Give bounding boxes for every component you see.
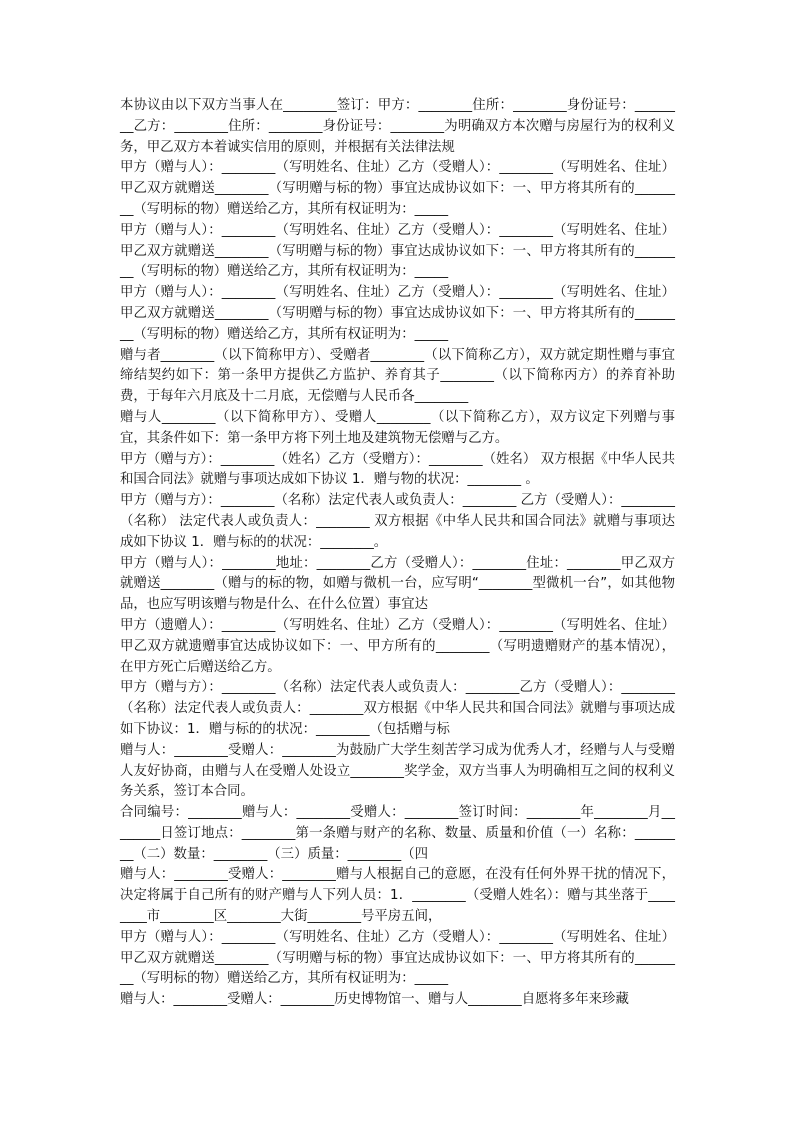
paragraph: 甲方（赠与方）：________（姓名）乙方（受赠方）：________（姓名） 双方根据《中华人民共和国合同法》就赠与事项达成如下协议 1．赠与物的状况：________ 。 bbox=[120, 451, 675, 488]
paragraph: 赠与人：________受赠人：________赠与人根据自己的意愿，在没有任何外界干扰的情况下，决定将属于自己所有的财产赠与人下列人员：1．________（受赠人姓名）：赠与其坐落于________市________区________大街________号平房五间， bbox=[120, 867, 675, 925]
paragraph: 赠与人：________受赠人：________历史博物馆一、赠与人________自愿将多年来珍藏 bbox=[120, 992, 629, 1008]
paragraph: 赠与人________（以下简称甲方）、受赠人________（以下简称乙方），双方议定下列赠与事宜，其条件如下：第一条甲方将下列土地及建筑物无偿赠与乙方。 bbox=[120, 409, 675, 446]
paragraph: 甲方（赠与人）：________（写明姓名、住址）乙方（受赠人）：________（写明姓名、住址）甲乙双方就赠送________（写明赠与标的物）事宜达成协议如下：一、甲方将其所有的________（写明标的物）赠送给乙方，其所有权证明为：_____ bbox=[120, 222, 675, 280]
paragraph: 赠与者________（以下简称甲方）、受赠者________（以下简称乙方），双方就定期性赠与事宜缔结契约如下：第一条甲方提供乙方监护、养育其子________（以下简称丙方）的养育补助费，于每年六月底及十二月底，无偿赠与人民币各________ bbox=[120, 347, 675, 405]
paragraph: 赠与人：________受赠人：________为鼓励广大学生刻苦学习成为优秀人才，经赠与人与受赠人友好协商，由赠与人在受赠人处设立________奖学金，双方当事人为明确相互之间的权利义务关系，签订本合同。 bbox=[120, 742, 675, 800]
paragraph: 甲方（赠与人）：________（写明姓名、住址）乙方（受赠人）：________（写明姓名、住址）甲乙双方就赠送________（写明赠与标的物）事宜达成协议如下：一、甲方将其所有的________（写明标的物）赠送给乙方，其所有权证明为：_____ bbox=[120, 160, 675, 217]
paragraph: 甲方（赠与方）：________（名称）法定代表人或负责人：________乙方（受赠人）：________（名称）法定代表人或负责人：________双方根据《中华人民共和国合同法》就赠与事项达成如下协议：1．赠与标的的状况：________（包括赠与标 bbox=[120, 680, 675, 737]
document-body bbox=[120, 96, 675, 1011]
paragraph: 甲方（赠与人）：________（写明姓名、住址）乙方（受赠人）：________（写明姓名、住址）甲乙双方就赠送________（写明赠与标的物）事宜达成协议如下：一、甲方将其所有的________（写明标的物）赠送给乙方，其所有权证明为：_____ bbox=[120, 929, 675, 987]
paragraph: 甲方（赠与人）：________地址：________乙方（受赠人）：________住址：________甲乙双方就赠送________（赠与的标的物，如赠与微机一台，应写明“________型微机一台”，如其他物品，也应写明该赠与物是什么、在什么位置）事宜达 bbox=[120, 555, 675, 613]
paragraph: 甲方（赠与人）：________（写明姓名、住址）乙方（受赠人）：________（写明姓名、住址）甲乙双方就赠送________（写明赠与标的物）事宜达成协议如下：一、甲方将其所有的________（写明标的物）赠送给乙方，其所有权证明为：_____ bbox=[120, 285, 675, 342]
paragraph: 合同编号：________赠与人：________受赠人：________签订时间：________年________月________日签订地点：________第一条赠与财产的名称、数量、质量和价值（一）名称：________（二）数量：________（三）质量：________（四 bbox=[120, 805, 675, 862]
paragraph: 本协议由以下双方当事人在________签订：甲方：________住所：________身份证号：________乙方：________住所：________身份证号：________为明确双方本次赠与房屋行为的权利义务，甲乙双方本着诚实信用的原则，并根据有关法律法规 bbox=[120, 98, 675, 155]
paragraph: 甲方（赠与方）：________（名称）法定代表人或负责人：________ 乙方（受赠人）：________（名称） 法定代表人或负责人：________ 双方根据《中华人民共和国合同法》就赠与事项达成如下协议 1．赠与标的的状况：________。 bbox=[120, 493, 675, 550]
paragraph: 甲方（遗赠人）：________（写明姓名、住址）乙方（受赠人）：________（写明姓名、住址）甲乙双方就遗赠事宜达成协议如下：一、甲方所有的________（写明遗赠财产的基本情况），在甲方死亡后赠送给乙方。 bbox=[120, 617, 675, 675]
